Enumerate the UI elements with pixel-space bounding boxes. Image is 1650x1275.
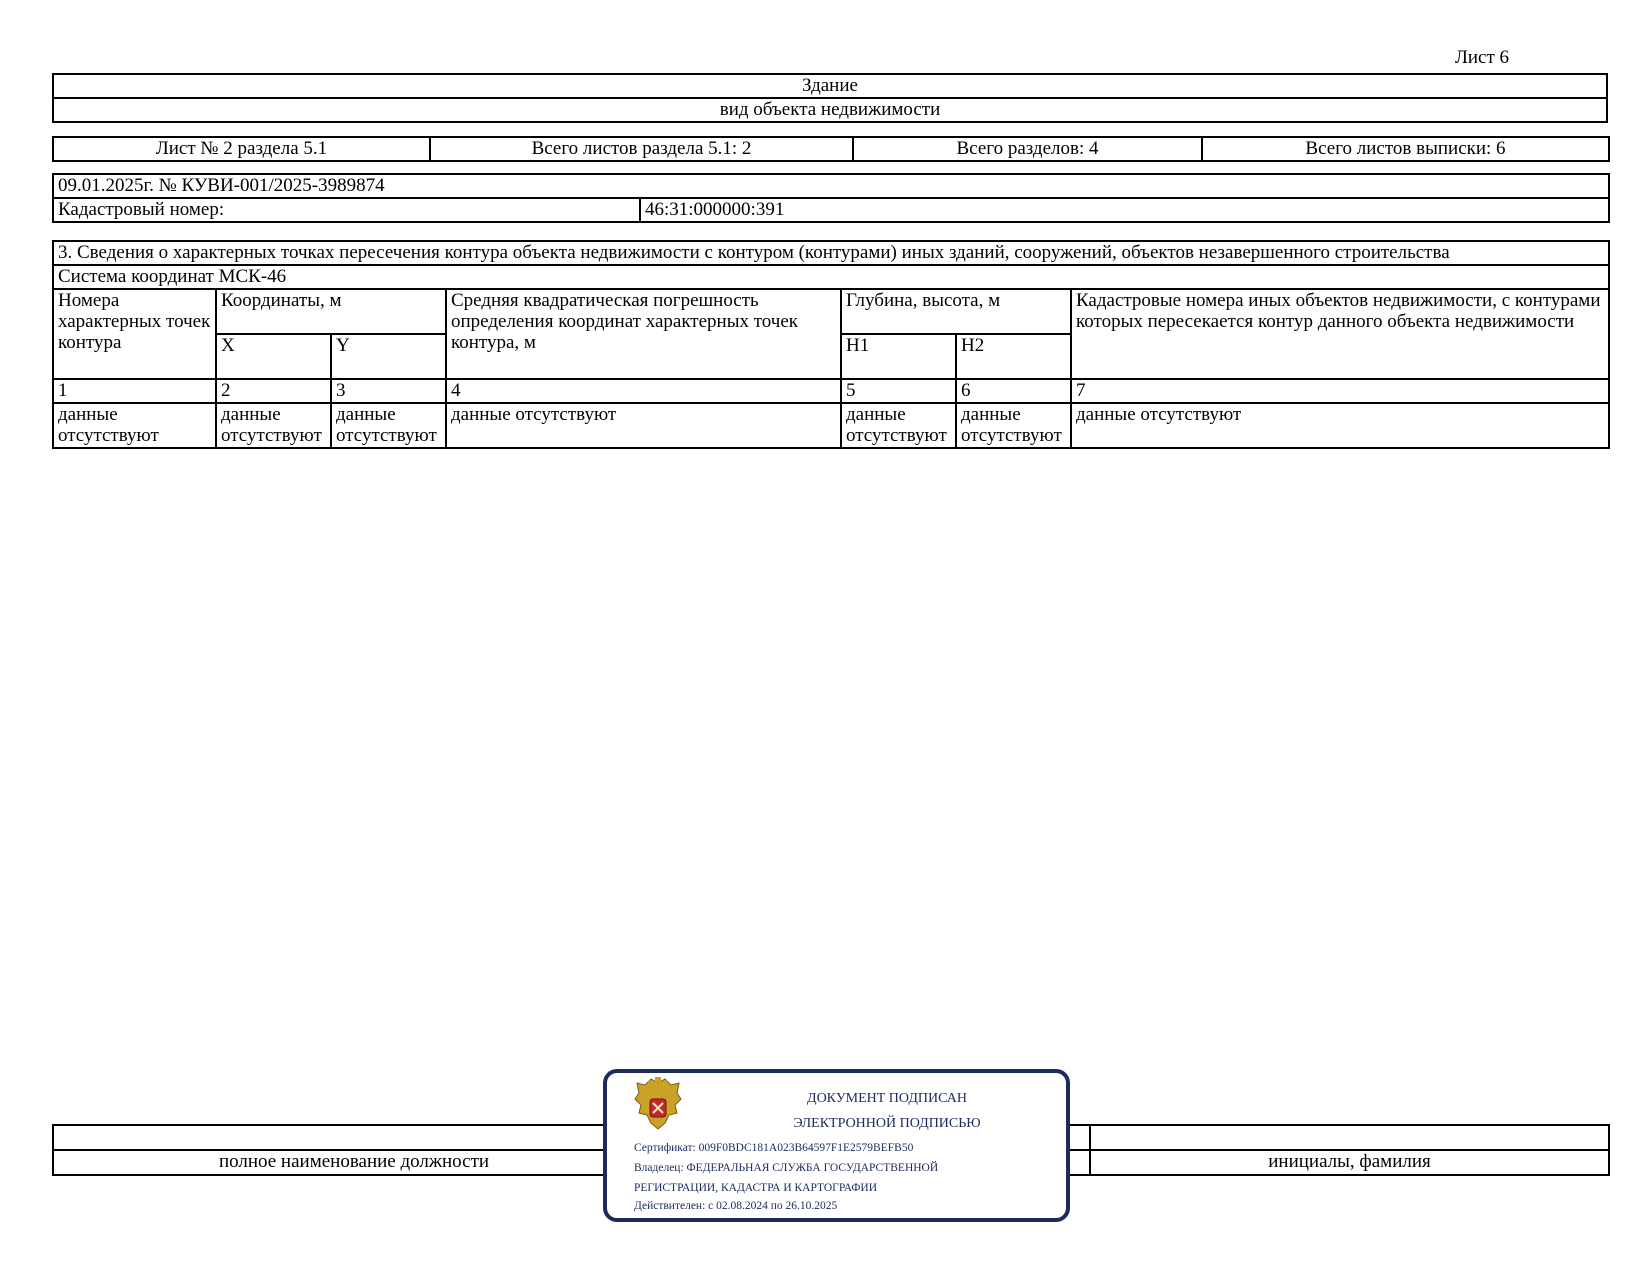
column-number: 2: [216, 379, 331, 403]
column-number: 4: [446, 379, 841, 403]
column-number: 3: [331, 379, 446, 403]
data-cell: данные отсутствуют: [1071, 403, 1609, 448]
section-title: 3. Сведения о характерных точках пересечения контура объекта недвижимости с контуром (контурами) иных зданий, сооружений, объектов незавершенного строительства: [53, 241, 1609, 265]
coord-system: Система координат МСК-46: [53, 265, 1609, 289]
cadastral-number: 46:31:000000:391: [640, 198, 1609, 222]
data-cell: данные отсутствуют: [841, 403, 956, 448]
stamp-owner-line1: Владелец: ФЕДЕРАЛЬНАЯ СЛУЖБА ГОСУДАРСТВЕННОЙ: [634, 1162, 939, 1174]
header-h1: H1: [841, 334, 956, 379]
object-type-caption: вид объекта недвижимости: [53, 98, 1607, 122]
total-sections: Всего разделов: 4: [853, 137, 1202, 161]
sheets-info-table: [52, 136, 1610, 162]
stamp-title-line1: ДОКУМЕНТ ПОДПИСАН: [807, 1091, 967, 1106]
header-coords: Координаты, м: [216, 289, 446, 334]
data-cell: данные отсутствуют: [446, 403, 841, 448]
object-type: Здание: [53, 74, 1607, 98]
sheet-number: Лист 6: [1455, 47, 1510, 68]
object-type-table: [52, 73, 1608, 123]
name-caption: инициалы, фамилия: [1090, 1150, 1609, 1175]
stamp-validity: Действителен: с 02.08.2024 по 26.10.2025: [634, 1200, 838, 1212]
header-cadastral-others: Кадастровые номера иных объектов недвижимости, с контурами которых пересекается контур данного объекта недвижимости: [1071, 289, 1609, 379]
data-cell: данные отсутствуют: [331, 403, 446, 448]
cadastral-label: Кадастровый номер:: [53, 198, 640, 222]
column-number: 7: [1071, 379, 1609, 403]
coat-of-arms-icon: [633, 1077, 683, 1139]
cadastral-table: [52, 173, 1610, 223]
stamp-title-line2: ЭЛЕКТРОННОЙ ПОДПИСЬЮ: [793, 1116, 981, 1131]
name-field: [1090, 1125, 1609, 1150]
total-sheets-section: Всего листов раздела 5.1: 2: [430, 137, 853, 161]
electronic-signature-stamp: [603, 1069, 1070, 1222]
data-cell: данные отсутствуют: [956, 403, 1071, 448]
document-date-number: 09.01.2025г. № КУВИ-001/2025-3989874: [53, 174, 1609, 198]
column-number: 5: [841, 379, 956, 403]
intersection-points-table: [52, 240, 1610, 449]
stamp-owner-line2: РЕГИСТРАЦИИ, КАДАСТРА И КАРТОГРАФИИ: [634, 1182, 878, 1194]
column-number: 6: [956, 379, 1071, 403]
data-cell: данные отсутствуют: [216, 403, 331, 448]
header-h2: H2: [956, 334, 1071, 379]
header-error: Средняя квадратическая погрешность определения координат характерных точек контура, м: [446, 289, 841, 379]
stamp-certificate: Сертификат: 009F0BDC181A023B64597F1E2579BEFB50: [634, 1142, 914, 1154]
header-depth: Глубина, высота, м: [841, 289, 1071, 334]
position-caption-text: полное наименование должности: [218, 1151, 490, 1172]
header-x: X: [216, 334, 331, 379]
total-sheets-extract: Всего листов выписки: 6: [1202, 137, 1609, 161]
header-y: Y: [331, 334, 446, 379]
sheet-of-section: Лист № 2 раздела 5.1: [53, 137, 430, 161]
column-number: 1: [53, 379, 216, 403]
header-points: Номера характерных точек контура: [53, 289, 216, 379]
data-cell: данные отсутствуют: [53, 403, 216, 448]
